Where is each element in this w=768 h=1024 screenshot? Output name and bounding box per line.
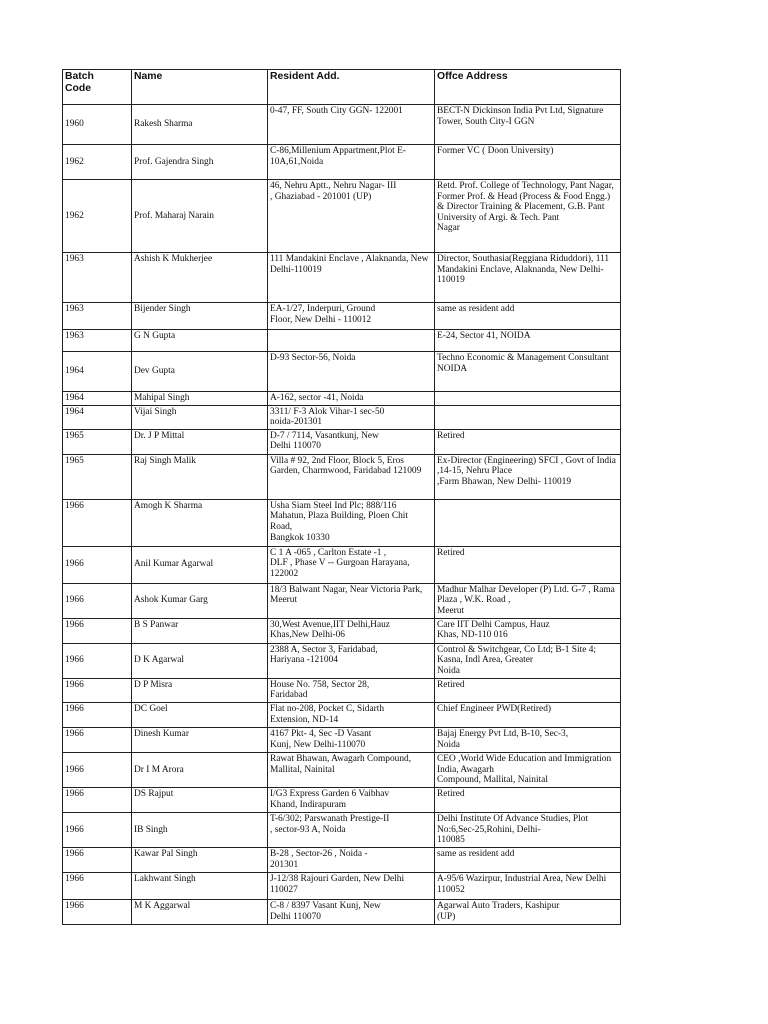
cell-batch-code: 1966 [63, 618, 132, 643]
header-resident-address: Resident Add. [268, 70, 435, 105]
cell-office-address: Ex-Director (Engineering) SFCI , Govt of India ,14-15, Nehru Place ,Farm Bhawan, New Delhi- 110019 [435, 454, 621, 499]
cell-name: Dr. J P Mittal [132, 429, 268, 454]
table-row [63, 352, 621, 392]
cell-name: Mahipal Singh [132, 392, 268, 406]
cell-office-address: E-24, Sector 41, NOIDA [435, 330, 621, 352]
cell-resident-address: C-8 / 8397 Vasant Kunj, New Delhi 110070 [268, 899, 435, 924]
cell-office-address: same as resident add [435, 847, 621, 872]
cell-batch-code: 1963 [63, 330, 132, 352]
cell-office-address: CEO ,World Wide Education and Immigration India, Awagarh Compound, Mallital, Nainital [435, 752, 621, 787]
cell-name: Bijender Singh [132, 303, 268, 330]
cell-name: D K Agarwal [132, 643, 268, 678]
header-batch-code: Batch Code [63, 70, 132, 105]
cell-resident-address: D-7 / 7114, Vasantkunj, New Delhi 110070 [268, 429, 435, 454]
table-row [63, 180, 621, 253]
cell-office-address: same as resident add [435, 303, 621, 330]
cell-office-address: A-95/6 Wazirpur, Industrial Area, New Delhi 110052 [435, 872, 621, 899]
alumni-address-table [62, 69, 621, 925]
table-row [63, 145, 621, 180]
table-row [63, 405, 621, 429]
cell-batch-code: 1966 [63, 787, 132, 812]
cell-resident-address: Usha Siam Steel Ind Plc; 888/116 Mahatun, Plaza Building, Ploen Chit Road, Bangkok 10330 [268, 499, 435, 546]
cell-resident-address: I/G3 Express Garden 6 Vaibhav Khand, Indirapuram [268, 787, 435, 812]
table-row [63, 105, 621, 145]
cell-batch-code: 1966 [63, 643, 132, 678]
cell-resident-address: Villa # 92, 2nd Floor, Block 5, Eros Garden, Charmwood, Faridabad 121009 [268, 454, 435, 499]
cell-batch-code: 1962 [63, 180, 132, 253]
cell-name: DS Rajput [132, 787, 268, 812]
cell-office-address: Director, Southasia(Reggiana Riduddori), 111 Mandakini Enclave, Alaknanda, New Delhi- 110019 [435, 253, 621, 303]
cell-batch-code: 1965 [63, 454, 132, 499]
table-body [63, 105, 621, 925]
cell-office-address: Retired [435, 678, 621, 702]
cell-resident-address: C 1 A -065 , Carlton Estate -1 , DLF , Phase V -- Gurgoan Harayana, 122002 [268, 546, 435, 583]
cell-name: DC Goel [132, 702, 268, 727]
table-row [63, 618, 621, 643]
cell-batch-code: 1964 [63, 352, 132, 392]
cell-resident-address [268, 330, 435, 352]
cell-resident-address: 2388 A, Sector 3, Faridabad, Hariyana -121004 [268, 643, 435, 678]
table-row [63, 546, 621, 583]
cell-office-address: Retired [435, 546, 621, 583]
cell-name: Vijai Singh [132, 405, 268, 429]
table-row [63, 872, 621, 899]
table-row [63, 787, 621, 812]
cell-name: Rakesh Sharma [132, 105, 268, 145]
cell-batch-code: 1966 [63, 899, 132, 924]
cell-name: IB Singh [132, 812, 268, 847]
cell-resident-address: B-28 , Sector-26 , Noida - 201301 [268, 847, 435, 872]
cell-batch-code: 1963 [63, 253, 132, 303]
cell-name: Ashish K Mukherjee [132, 253, 268, 303]
cell-office-address: Retired [435, 787, 621, 812]
cell-office-address: Delhi Institute Of Advance Studies, Plot No:6,Sec-25,Rohini, Delhi- 110085 [435, 812, 621, 847]
cell-name: Kawar Pal Singh [132, 847, 268, 872]
cell-office-address [435, 405, 621, 429]
cell-office-address [435, 499, 621, 546]
cell-batch-code: 1964 [63, 405, 132, 429]
table-row [63, 330, 621, 352]
table-row [63, 583, 621, 618]
cell-office-address: Former VC ( Doon University) [435, 145, 621, 180]
table-row [63, 253, 621, 303]
cell-resident-address: C-86,Millenium Appartment,Plot E- 10A,61,Noida [268, 145, 435, 180]
cell-name: B S Panwar [132, 618, 268, 643]
cell-name: Prof. Maharaj Narain [132, 180, 268, 253]
cell-batch-code: 1966 [63, 727, 132, 752]
cell-resident-address: Rawat Bhawan, Awagarh Compound, Mallital, Nainital [268, 752, 435, 787]
cell-resident-address: J-12/38 Rajouri Garden, New Delhi 110027 [268, 872, 435, 899]
cell-name: Amogh K Sharma [132, 499, 268, 546]
cell-name: Lakhwant Singh [132, 872, 268, 899]
cell-name: Dr I M Arora [132, 752, 268, 787]
table-row [63, 812, 621, 847]
cell-batch-code: 1966 [63, 583, 132, 618]
cell-name: Ashok Kumar Garg [132, 583, 268, 618]
cell-batch-code: 1966 [63, 546, 132, 583]
table-row [63, 727, 621, 752]
cell-resident-address: D-93 Sector-56, Noida [268, 352, 435, 392]
table-row [63, 678, 621, 702]
table-row [63, 899, 621, 924]
table-row [63, 303, 621, 330]
table-row [63, 429, 621, 454]
cell-office-address: BECT-N Dickinson India Pvt Ltd, Signature Tower, South City-I GGN [435, 105, 621, 145]
cell-batch-code: 1962 [63, 145, 132, 180]
cell-name: Raj Singh Malik [132, 454, 268, 499]
cell-name: Dev Gupta [132, 352, 268, 392]
cell-office-address: Control & Switchgear, Co Ltd; B-1 Site 4; Kasna, Indl Area, Greater Noida [435, 643, 621, 678]
cell-resident-address: 111 Mandakini Enclave , Alaknanda, New Delhi-110019 [268, 253, 435, 303]
table-row [63, 499, 621, 546]
cell-resident-address: 18/3 Balwant Nagar, Near Victoria Park, Meerut [268, 583, 435, 618]
cell-resident-address: EA-1/27, Inderpuri, Ground Floor, New Delhi - 110012 [268, 303, 435, 330]
cell-batch-code: 1964 [63, 392, 132, 406]
table-row [63, 643, 621, 678]
table-row [63, 752, 621, 787]
header-office-address: Offce Address [435, 70, 621, 105]
cell-office-address: Techno Economic & Management Consultant NOIDA [435, 352, 621, 392]
cell-batch-code: 1966 [63, 702, 132, 727]
cell-batch-code: 1965 [63, 429, 132, 454]
cell-name: Prof. Gajendra Singh [132, 145, 268, 180]
header-name: Name [132, 70, 268, 105]
cell-office-address: Chief Engineer PWD(Retired) [435, 702, 621, 727]
table-row [63, 702, 621, 727]
cell-office-address: Retired [435, 429, 621, 454]
cell-resident-address: 30,West Avenue,IIT Delhi,Hauz Khas,New Delhi-06 [268, 618, 435, 643]
cell-resident-address: Flat no-208, Pocket C, Sidarth Extension, ND-14 [268, 702, 435, 727]
table-row [63, 392, 621, 406]
cell-office-address: Retd. Prof. College of Technology, Pant Nagar, Former Prof. & Head (Process & Food Engg.) & Director Training & Placement, G.B. Pant University of Argi. & Tech. Pant Nagar [435, 180, 621, 253]
cell-batch-code: 1960 [63, 105, 132, 145]
table-row [63, 454, 621, 499]
cell-office-address [435, 392, 621, 406]
cell-batch-code: 1966 [63, 678, 132, 702]
cell-batch-code: 1966 [63, 872, 132, 899]
cell-resident-address: House No. 758, Sector 28, Faridabad [268, 678, 435, 702]
cell-batch-code: 1966 [63, 847, 132, 872]
cell-name: G N Gupta [132, 330, 268, 352]
cell-resident-address: T-6/302; Parswanath Prestige-II , sector-93 A, Noida [268, 812, 435, 847]
cell-office-address: Madhur Malhar Developer (P) Ltd. G-7 , Rama Plaza , W.K. Road , Meerut [435, 583, 621, 618]
cell-resident-address: 46, Nehru Aptt., Nehru Nagar- III , Ghaziabad - 201001 (UP) [268, 180, 435, 253]
cell-office-address: Agarwal Auto Traders, Kashipur (UP) [435, 899, 621, 924]
cell-office-address: Bajaj Energy Pvt Ltd, B-10, Sec-3, Noida [435, 727, 621, 752]
cell-name: M K Aggarwal [132, 899, 268, 924]
cell-resident-address: 3311/ F-3 Alok Vihar-1 sec-50 noida-201301 [268, 405, 435, 429]
cell-name: Anil Kumar Agarwal [132, 546, 268, 583]
cell-office-address: Care IIT Delhi Campus, Hauz Khas, ND-110 016 [435, 618, 621, 643]
header-row [63, 70, 621, 105]
table-row [63, 847, 621, 872]
cell-resident-address: 4167 Pkt- 4, Sec -D Vasant Kunj, New Delhi-110070 [268, 727, 435, 752]
cell-batch-code: 1963 [63, 303, 132, 330]
cell-name: D P Misra [132, 678, 268, 702]
cell-resident-address: A-162, sector -41, Noida [268, 392, 435, 406]
cell-batch-code: 1966 [63, 752, 132, 787]
cell-name: Dinesh Kumar [132, 727, 268, 752]
cell-batch-code: 1966 [63, 812, 132, 847]
cell-batch-code: 1966 [63, 499, 132, 546]
cell-resident-address: 0-47, FF, South City GGN- 122001 [268, 105, 435, 145]
